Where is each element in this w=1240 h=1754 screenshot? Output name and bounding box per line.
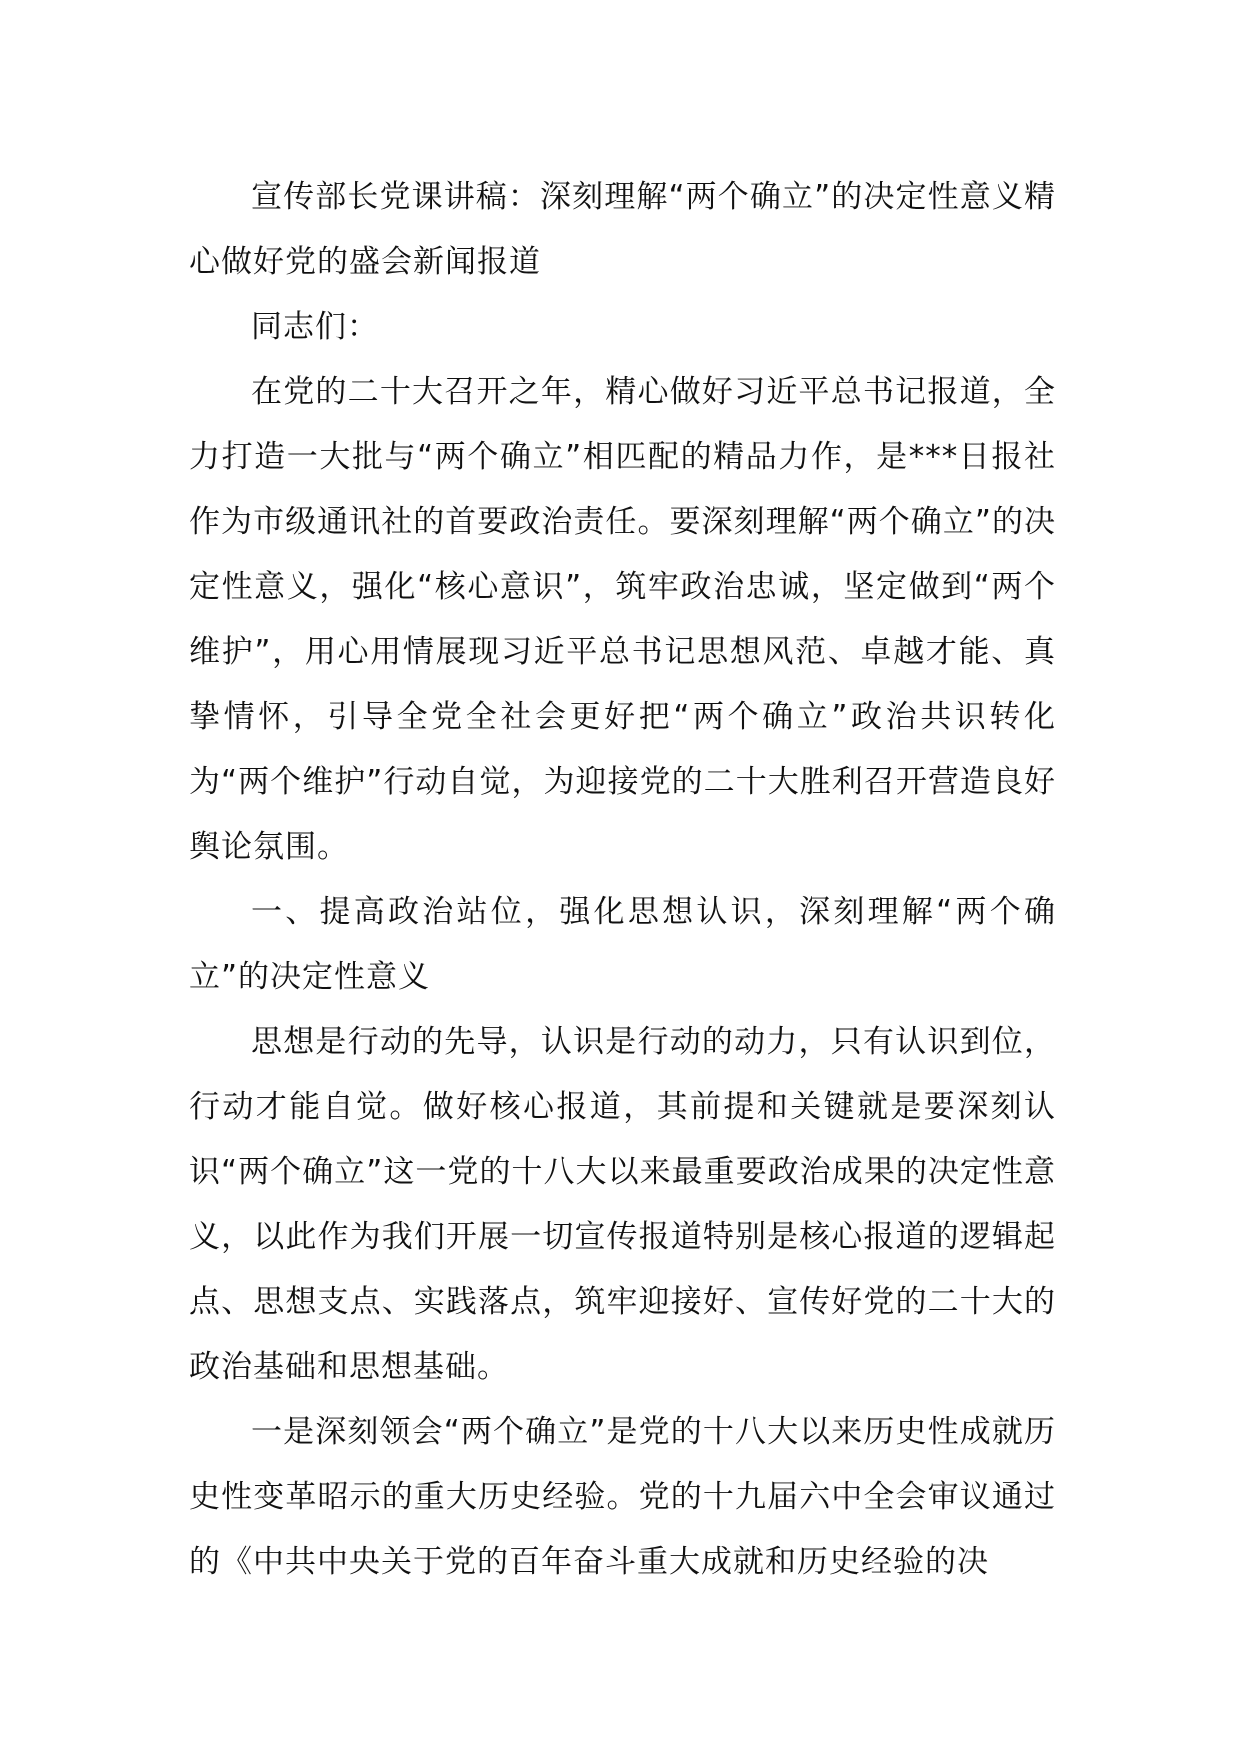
section-body-paragraph: 思想是行动的先导，认识是行动的动力，只有认识到位，行动才能自觉。做好核心报道，其前提和关键就是要深刻认识“两个确立”这一党的十八大以来最重要政治成果的决定性意义，以此作为我们开展一切宣传报道特别是核心报道的逻辑起点、思想支点、实践落点，筑牢迎接好、宣传好党的二十大的政治基础和思想基础。 [189, 1024, 1056, 1385]
section-heading: 一、提高政治站位，强化思想认识，深刻理解“两个确立”的决定性意义 [189, 894, 1056, 995]
point-one-paragraph: 一是深刻领会“两个确立”是党的十八大以来历史性成就历史性变革昭示的重大历史经验。党的十九届六中全会审议通过的《中共中央关于党的百年奋斗重大成就和历史经验的决 [189, 1414, 1056, 1580]
salutation-paragraph: 同志们： [251, 309, 379, 345]
document-body [189, 165, 1056, 1595]
intro-paragraph: 在党的二十大召开之年，精心做好习近平总书记报道，全力打造一大批与“两个确立”相匹配的精品力作，是***日报社作为市级通讯社的首要政治责任。要深刻理解“两个确立”的决定性意义，强化“核心意识”，筑牢政治忠诚，坚定做到“两个维护”，用心用情展现习近平总书记思想风范、卓越才能、真挚情怀，引导全党全社会更好把“两个确立”政治共识转化为“两个维护”行动自觉，为迎接党的二十大胜利召开营造良好舆论氛围。 [189, 374, 1056, 865]
document-title: 宣传部长党课讲稿：深刻理解“两个确立”的决定性意义精心做好党的盛会新闻报道 [189, 179, 1056, 280]
